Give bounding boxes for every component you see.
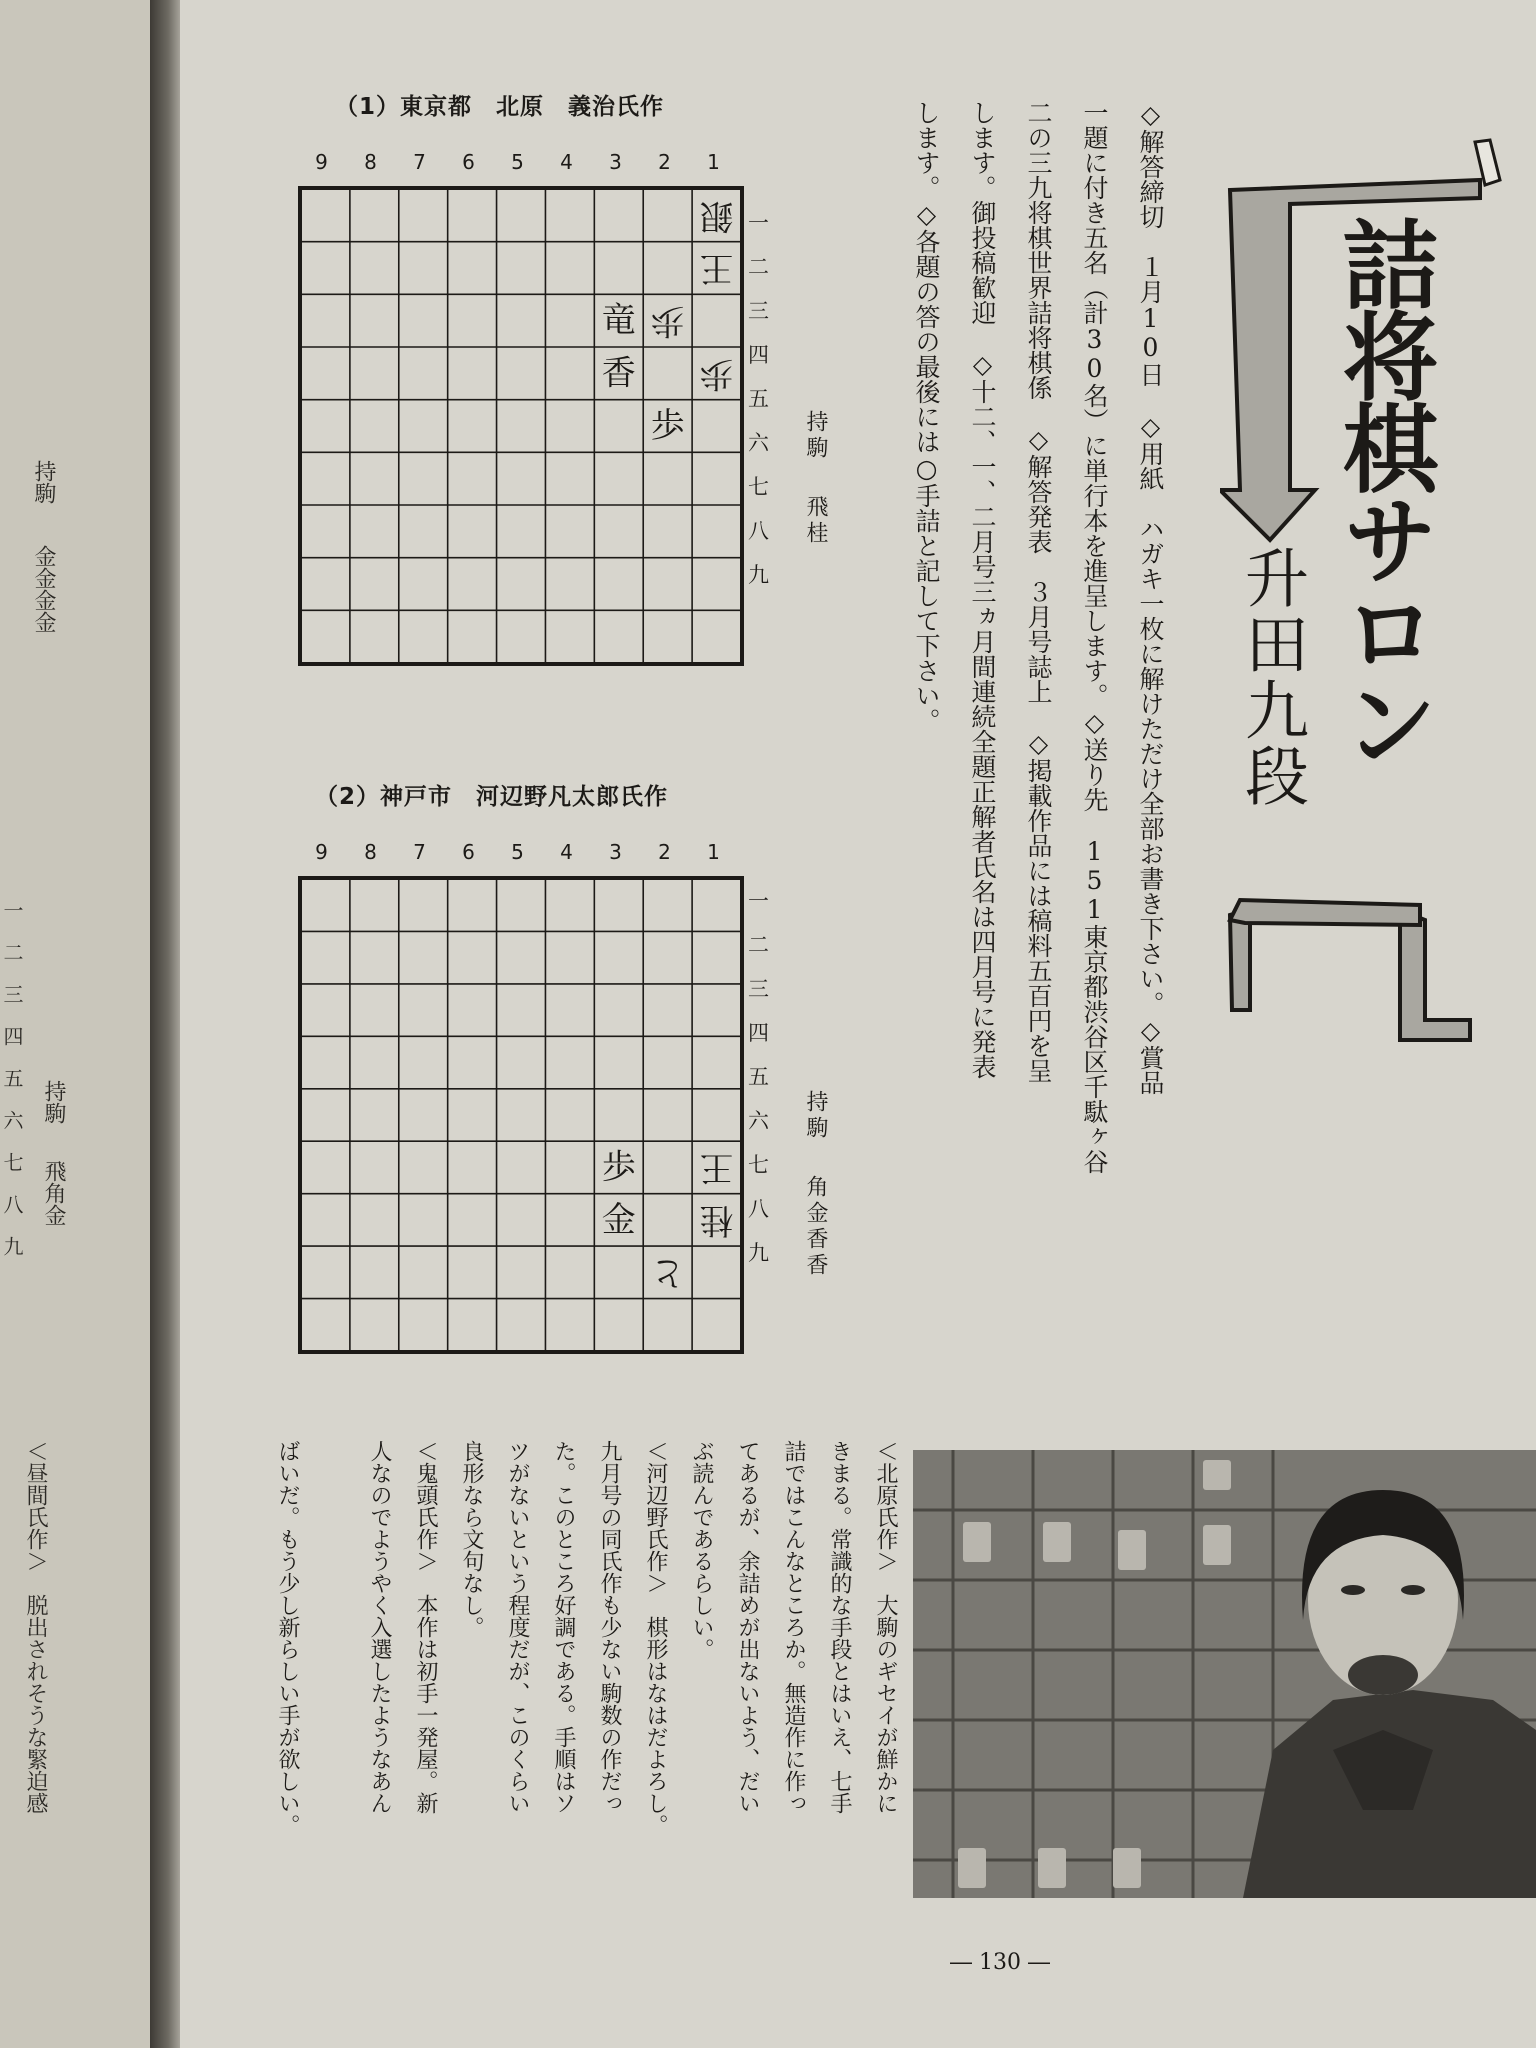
prev-ranks: 一二三四五六七八九 xyxy=(0,900,24,1278)
problem-2-hand: 角金香香 xyxy=(803,1175,828,1279)
opponent-piece: と xyxy=(650,1252,685,1293)
comment-column: ばいだ。もう少し新らしい手が欲しい。 xyxy=(275,1440,300,1836)
rank-label: 一 xyxy=(748,211,769,235)
file-label: 1 xyxy=(707,840,720,864)
author-name: 升田九段 xyxy=(1234,545,1308,809)
rank-label: 九 xyxy=(748,563,769,587)
rank-label: 四 xyxy=(748,1021,769,1045)
rank-label: 一 xyxy=(748,889,769,913)
prev-comment-column: ＜昼間氏作＞ 脱出されそうな緊迫感 xyxy=(23,1440,48,1814)
file-label: 5 xyxy=(511,150,524,174)
problem-1-hand: 飛桂 xyxy=(803,495,828,547)
problem-1-hand-label: 持駒 xyxy=(803,410,828,462)
file-label: 5 xyxy=(511,840,524,864)
opponent-piece: 王 xyxy=(699,1147,734,1188)
comment-column: きまる。常識的な手段とはいえ、七手 xyxy=(827,1440,852,1814)
rank-label: 六 xyxy=(748,431,769,455)
file-label: 6 xyxy=(462,840,475,864)
file-label: 8 xyxy=(364,150,377,174)
comment-column: た。このところ好調である。手順はソ xyxy=(551,1440,576,1814)
file-label: 9 xyxy=(315,840,328,864)
portrait-image xyxy=(913,1450,1536,1898)
file-label: 4 xyxy=(560,150,573,174)
file-label: 7 xyxy=(413,150,426,174)
file-label: 9 xyxy=(315,150,328,174)
rank-label: 二 xyxy=(748,933,769,957)
comment-column: 良形なら文句なし。 xyxy=(459,1440,484,1638)
info-column-4: します。御投稿歓迎 ◇十二、一、二月号三ヵ月間連続全題正解者氏名は四月号に発表 xyxy=(968,100,997,1079)
file-label: 2 xyxy=(658,150,671,174)
problem-2-board xyxy=(298,876,744,1354)
attacker-piece: 歩 xyxy=(601,1147,636,1188)
prev-hand-label-1: 持駒 xyxy=(31,460,56,504)
file-label: 3 xyxy=(609,150,622,174)
prev-hand-1: 金金金金 xyxy=(31,545,56,633)
comment-column: 人なのでようやく入選したようなあん xyxy=(367,1440,392,1814)
rank-label: 三 xyxy=(748,977,769,1001)
rank-label: 七 xyxy=(748,1153,769,1177)
opponent-piece: 王 xyxy=(699,248,734,288)
problem-1-file-labels xyxy=(297,150,738,174)
rank-label: 三 xyxy=(748,299,769,323)
rank-label: 九 xyxy=(748,1241,769,1265)
info-column-3: 二の三九将棋世界詰将棋係 ◇解答発表 ３月号誌上 ◇掲載作品には稿料五百円を呈 xyxy=(1024,100,1053,1083)
file-label: 7 xyxy=(413,840,426,864)
rank-label: 四 xyxy=(748,343,769,367)
rank-label: 五 xyxy=(748,1065,769,1089)
rank-label: 八 xyxy=(748,519,769,543)
problem-2-file-labels xyxy=(297,840,738,864)
attacker-piece: 歩 xyxy=(650,406,685,446)
opponent-piece: 桂 xyxy=(699,1199,734,1240)
attacker-piece: 香 xyxy=(601,353,636,394)
info-column-1: ◇解答締切 １月10日 ◇用紙 ハガキ一枚に解けただけ全部お書き下さい。◇賞品 xyxy=(1136,100,1165,1095)
comment-column: ＜北原氏作＞ 大駒のギセイが鮮かに xyxy=(873,1440,898,1814)
comment-column: ぶ読んであるらしい。 xyxy=(689,1440,714,1660)
rank-label: 八 xyxy=(748,1197,769,1221)
opponent-piece: 歩 xyxy=(650,300,685,341)
file-label: 6 xyxy=(462,150,475,174)
file-label: 2 xyxy=(658,840,671,864)
file-label: 8 xyxy=(364,840,377,864)
problem-2-hand-label: 持駒 xyxy=(803,1090,828,1142)
problem-1-board xyxy=(298,186,744,666)
file-label: 3 xyxy=(609,840,622,864)
info-column-5: します。◇各題の答の最後には○手詰と記して下さい。 xyxy=(912,100,941,733)
page-number: ― 130 ― xyxy=(950,1950,1050,1975)
rank-label: 二 xyxy=(748,255,769,279)
rank-label: 七 xyxy=(748,475,769,499)
comment-column: ＜河辺野氏作＞ 棋形はなはだよろし。 xyxy=(643,1440,668,1836)
opponent-piece: 銀 xyxy=(699,195,734,236)
file-label: 4 xyxy=(560,840,573,864)
comment-column: てあるが、余詰めが出ないよう、だい xyxy=(735,1440,760,1814)
opponent-piece: 歩 xyxy=(699,353,734,394)
info-column-2: 一題に付き五名（計30名）に単行本を進呈します。◇送り先 151東京都渋谷区千駄ヶ谷 xyxy=(1080,100,1109,1174)
comment-column: 九月号の同氏作も少ない駒数の作だっ xyxy=(597,1440,622,1814)
attacker-piece: 竜 xyxy=(601,300,636,341)
prev-hand-label-2: 持駒 xyxy=(41,1080,66,1124)
rank-label: 五 xyxy=(748,387,769,411)
attacker-piece: 金 xyxy=(601,1199,636,1240)
problem-2-rank-labels xyxy=(748,878,769,1274)
file-label: 1 xyxy=(707,150,720,174)
main-title: 詰将棋サロン xyxy=(1327,215,1439,767)
book-spine xyxy=(150,0,180,2048)
prev-hand-2: 飛角金 xyxy=(41,1160,66,1226)
rank-label: 六 xyxy=(748,1109,769,1133)
comment-column: 詰ではこんなところか。無造作に作っ xyxy=(781,1440,806,1814)
portrait-photo xyxy=(913,1450,1536,1898)
comment-column: ツがないという程度だが、このくらい xyxy=(505,1440,530,1814)
comment-column: ＜鬼頭氏作＞ 本作は初手一発屋。新 xyxy=(413,1440,438,1814)
problem-1-rank-labels xyxy=(748,200,769,596)
problem-1-title: （1）東京都 北原 義治氏作 xyxy=(335,94,665,120)
problem-2-title: （2）神戸市 河辺野凡太郎氏作 xyxy=(315,784,669,810)
